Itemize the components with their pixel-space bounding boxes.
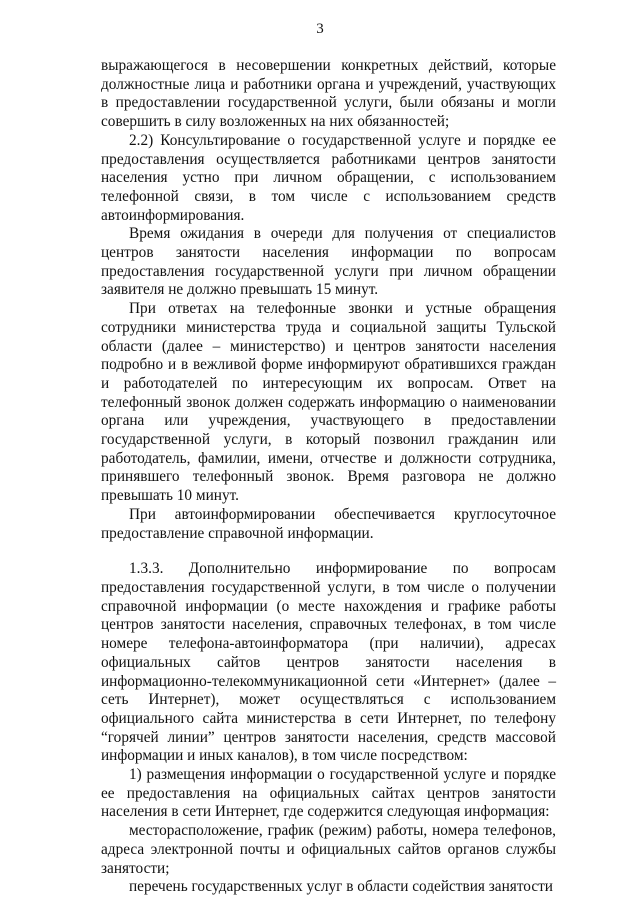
paragraph-item-1: 1) размещения информации о государственной услуге и порядке ее предоставления на официальных сайтах центров занятости населения в сети Интернет, где содержится следующая информация:	[101, 766, 556, 821]
paragraph-consulting: 2.2) Консультирование о государственной услуге и порядке ее предоставления осуществляется работниками центров занятости населения устно при личном обращении, с использованием телефонной связи, в том числе с использованием средств автоинформирования.	[101, 131, 556, 224]
paragraph-phone-calls: При ответах на телефонные звонки и устные обращения сотрудники министерства труда и социальной защиты Тульской области (далее – министерство) и центров занятости населения подробно и в вежливой форме информируют обратившихся граждан и работодателей по интересующим их вопросам. Ответ на телефонный звонок должен содержать информацию о наименовании органа или учреждения, участвующего в предоставлении государственной услуги, в который позвонил гражданин или работодатель, фамилии, имени, отчестве и должности сотрудника, принявшего телефонный звонок. Время разговора не должно превышать 10 минут.	[101, 300, 556, 505]
page-number: 3	[316, 21, 324, 37]
paragraph-autoinforming: При автоинформировании обеспечивается круглосуточное предоставление справочной информации.	[101, 505, 556, 542]
paragraph-section-1-3-3: 1.3.3. Дополнительно информирование по вопросам предоставления государственной услуги, в том числе о получении справочной информации (о месте нахождения и графике работы центров занятости населения, справочных телефонах, в том числе номере телефона-автоинформатора (при наличии), адресах официальных сайтов центров занятости населения в информационно-телекоммуникационной сети «Интернет» (далее – сеть Интернет), может осуществляться с использованием официального сайта министерства в сети Интернет, по телефону “горячей линии” центров занятости населения, средств массовой информации и иных каналов), в том числе посредством:	[101, 560, 556, 765]
paragraph-location-info: месторасположение, график (режим) работы, номера телефонов, адреса электронной почты и официальных сайтов органов службы занятости;	[101, 822, 556, 877]
paragraph-continuation: выражающегося в несовершении конкретных действий, которые должностные лица и работники органа и учреждений, участвующих в предоставлении государственной услуги, были обязаны и могли совершить в силу возложенных на них обязанностей;	[101, 57, 556, 131]
paragraph-waiting-time: Время ожидания в очереди для получения от специалистов центров занятости населения информации по вопросам предоставления государственной услуги при личном обращении заявителя не должно превышать 15 минут.	[101, 225, 556, 299]
paragraph-services-list: перечень государственных услуг в области содействия занятости	[129, 878, 553, 896]
document-body	[101, 57, 556, 897]
